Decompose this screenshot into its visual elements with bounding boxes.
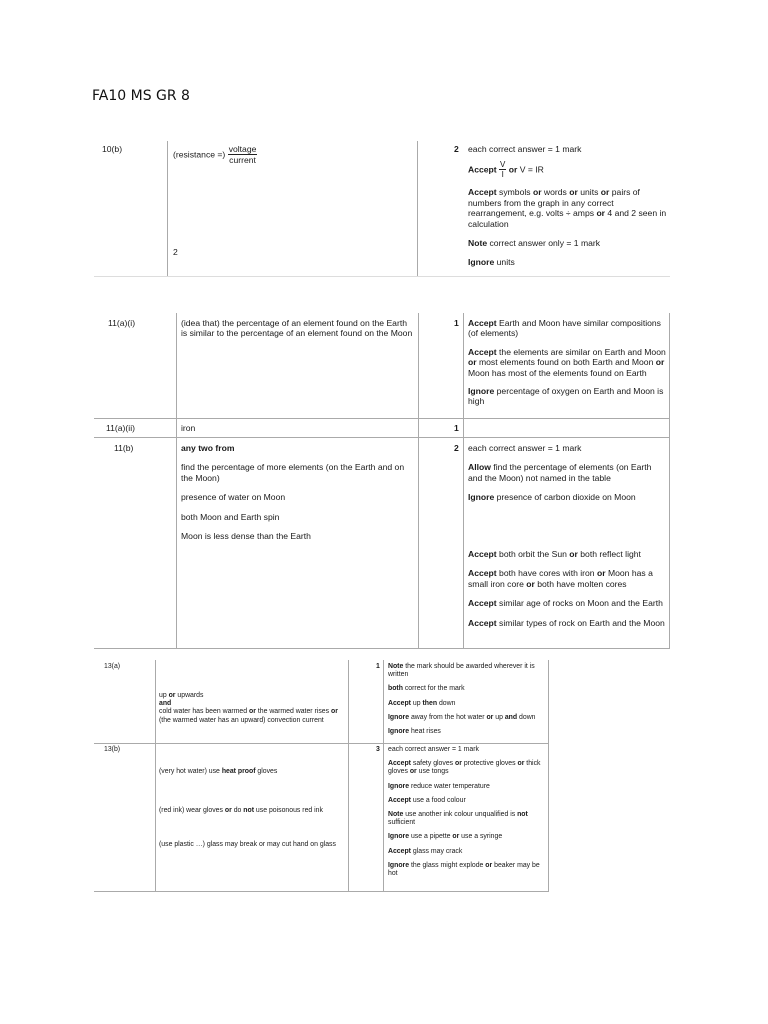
text-run: use a syringe — [459, 833, 503, 841]
bold-text: or — [517, 760, 525, 768]
bold-text: or — [224, 807, 232, 814]
text-run: words — [541, 187, 570, 198]
text-run — [468, 549, 666, 559]
text-run — [468, 618, 666, 628]
text-run — [468, 492, 666, 502]
q13a-guidance — [388, 663, 546, 736]
q11b-number: 11(b) — [114, 443, 134, 453]
q11aii-mark: 1 — [454, 423, 459, 433]
text-run: use a food colour — [410, 796, 466, 804]
text-run — [159, 692, 347, 700]
bold-text: or — [569, 549, 578, 559]
text-run: up — [410, 699, 423, 707]
guidance-accept — [468, 160, 668, 179]
bold-text: Accept — [388, 699, 411, 707]
text-run: use a pipette — [409, 833, 453, 841]
text-run: each correct answer = 1 mark — [468, 443, 582, 453]
text-run: 4 and 2 seen in calculation — [468, 208, 667, 229]
guidance-ignore — [468, 257, 668, 267]
text-run: gloves — [255, 768, 278, 775]
fraction-denominator: current — [229, 155, 256, 166]
accept-fraction — [499, 160, 506, 179]
list-item: both Moon and Earth spin — [181, 511, 280, 522]
q13a-mark: 1 — [376, 663, 380, 670]
bold-text: Ignore — [388, 833, 410, 841]
document-title: FA10 MS GR 8 — [92, 88, 190, 104]
text-run: heat rises — [409, 728, 441, 736]
text-run — [388, 728, 546, 736]
q13b-answer-2 — [159, 807, 347, 815]
bold-text: Ignore — [468, 386, 495, 397]
text-run: similar age of rocks on Moon and the Earth — [496, 598, 663, 609]
bold-text: Accept — [468, 617, 497, 628]
text-run: beaker may be hot — [388, 861, 540, 878]
q13b-guidance — [388, 746, 546, 878]
text-run — [388, 848, 546, 856]
text-run — [388, 700, 546, 708]
bold-text: then — [422, 699, 438, 707]
any-two-heading: any two from — [181, 443, 235, 453]
q11ai-number: 11(a)(i) — [108, 318, 136, 328]
q11ai-answer: (idea that) the percentage of an element found on the Earth is similar to the percentage of an element found on the Moon — [181, 318, 413, 339]
text-run: down — [517, 713, 536, 721]
text-run: (red ink) wear gloves — [159, 807, 225, 814]
text-run — [388, 783, 546, 791]
bold-text: or — [526, 578, 535, 589]
text-run — [159, 708, 347, 716]
bold-text: Accept — [468, 549, 497, 559]
guidance-line: each correct answer = 1 mark — [468, 144, 582, 154]
text-run: safety gloves — [410, 760, 456, 768]
text-run — [468, 568, 666, 589]
text-run — [388, 811, 546, 827]
text-run: both have cores with iron — [496, 568, 597, 579]
bold-text: heat proof — [221, 768, 256, 775]
q11ai-mark: 1 — [454, 318, 459, 328]
bold-text: Accept — [468, 318, 497, 328]
answer-prefix: (resistance =) — [173, 149, 226, 160]
bold-text: or — [468, 357, 477, 368]
text-run: use tongs — [416, 768, 449, 776]
bold-text: or — [600, 187, 610, 198]
text-run: reduce water temperature — [409, 782, 490, 790]
bold-text: both — [388, 685, 403, 693]
bold-text: Ignore — [388, 728, 410, 736]
accept-word: Accept — [468, 164, 497, 175]
bold-text: or — [655, 357, 665, 368]
text-run — [388, 862, 546, 878]
text-run — [181, 443, 415, 453]
bold-text: and — [504, 713, 518, 721]
text-run: Earth and Moon have similar compositions (of elements) — [468, 318, 661, 339]
bold-text: or — [168, 692, 176, 699]
bold-text: or — [249, 708, 256, 716]
or-word: or — [508, 164, 518, 175]
fraction-denominator: I — [499, 169, 506, 179]
bold-text: or — [596, 208, 606, 219]
text-run: presence of carbon dioxide on Moon — [494, 492, 636, 503]
text-run: cold water has been warmed — [159, 708, 250, 716]
text-run: correct for the mark — [402, 685, 465, 693]
fraction-numerator: V — [500, 160, 506, 170]
text-run — [388, 833, 546, 841]
bold-text: Allow — [468, 462, 491, 473]
q11b-mark: 2 — [454, 443, 459, 453]
bold-text: or — [455, 760, 462, 768]
text-run: symbols — [496, 187, 533, 198]
bold-text: Ignore — [468, 492, 495, 503]
q10b-mark: 2 — [454, 144, 459, 154]
bold-text: Note — [468, 238, 488, 249]
guidance-note — [468, 238, 668, 248]
text-run: both reflect light — [577, 549, 641, 559]
text-run: glass may crack — [410, 847, 463, 855]
text-run — [468, 598, 666, 608]
q11aii-answer: iron — [181, 423, 196, 433]
text-run: the glass might explode — [409, 861, 486, 869]
text-run — [468, 386, 666, 407]
guidance-accept-symbols — [468, 187, 668, 229]
q11b-answer — [181, 443, 415, 541]
text-run — [388, 685, 546, 693]
bold-text: or — [330, 708, 338, 716]
answer-fraction — [228, 144, 258, 166]
bold-text: or — [532, 187, 542, 198]
text-run: up — [159, 692, 169, 699]
text-run: most elements found on both Earth and Moon — [476, 357, 656, 368]
text-run — [468, 318, 666, 339]
bold-text: Accept — [468, 187, 497, 198]
q13a-answer — [159, 692, 347, 725]
text-run — [388, 797, 546, 805]
text-run: (the warmed water has an upward) convection current — [159, 716, 324, 724]
q10b-answer — [173, 144, 257, 166]
bold-text: or — [596, 568, 606, 579]
text-run: both have molten cores — [534, 578, 627, 589]
accept-rest: V = IR — [519, 164, 544, 175]
q11b-guidance-lower — [468, 549, 666, 628]
bold-text: Accept — [388, 796, 411, 804]
text-run: thick gloves — [388, 760, 541, 776]
text-run — [468, 347, 666, 378]
bold-text: Accept — [468, 568, 497, 579]
bold-text: Ignore — [388, 861, 410, 869]
q10b-guidance — [468, 144, 668, 268]
text-run: pairs of numbers from the graph in any correct rearrangement, e.g. volts ÷ amps — [468, 187, 640, 219]
text-run: similar types of rock on Earth and the Moon — [496, 617, 665, 628]
bold-text: or — [409, 768, 417, 776]
text-run: (very hot water) use — [159, 768, 222, 775]
q10b-number: 10(b) — [102, 144, 123, 154]
text-run — [388, 760, 546, 776]
text-run: use poisonous red ink — [254, 807, 323, 814]
bold-text: and — [159, 700, 172, 708]
text-run: the warmed water rises — [255, 708, 331, 716]
text-run: Moon has most of the elements found on Earth — [468, 367, 647, 378]
fraction-numerator: voltage — [228, 144, 257, 154]
text-run: correct answer only = 1 mark — [487, 238, 601, 249]
bold-text: or — [452, 833, 460, 841]
text-run: units — [494, 257, 515, 268]
q11b-guidance — [468, 443, 666, 503]
list-item: presence of water on Moon — [181, 492, 286, 503]
text-run — [159, 700, 347, 708]
bold-text: Accept — [388, 847, 411, 855]
text-run: find the percentage of elements (on Earth and the Moon) not named in the table — [468, 462, 652, 483]
bold-text: not — [243, 807, 254, 814]
q11ai-guidance — [468, 318, 666, 407]
text-run: percentage of oxygen on Earth and Moon is high — [468, 386, 664, 407]
text-run: Moon has a small iron core — [468, 568, 653, 589]
q11aii-number: 11(a)(ii) — [106, 423, 135, 433]
q13b-answer-1 — [159, 768, 347, 776]
bold-text: or — [486, 713, 494, 721]
q13b-answer-3: (use plastic …) glass may break or may cut hand on glass — [159, 841, 336, 848]
text-run: the elements are similar on Earth and Moon — [496, 346, 666, 357]
text-run: sufficient — [388, 819, 416, 827]
text-run: units — [577, 187, 601, 198]
text-run — [388, 663, 546, 679]
q13a-number: 13(a) — [104, 663, 121, 670]
text-run: up — [493, 713, 505, 721]
text-run: do — [231, 807, 244, 814]
bold-text: Ignore — [388, 713, 410, 721]
text-run — [468, 462, 666, 483]
text-run — [388, 714, 546, 722]
text-run: protective gloves — [461, 760, 518, 768]
text-run: the mark should be awarded wherever it is written — [388, 663, 535, 679]
q10b-answer-note: 2 — [173, 247, 178, 257]
bold-text: Ignore — [468, 257, 495, 268]
q13b-number: 13(b) — [104, 746, 121, 753]
bold-text: or — [569, 187, 578, 198]
bold-text: Accept — [468, 346, 497, 357]
text-run: away from the hot water — [409, 713, 487, 721]
text-run: use another ink colour unqualified is — [403, 811, 518, 819]
text-run: each correct answer = 1 mark — [388, 746, 479, 753]
bold-text: or — [485, 861, 493, 869]
list-item: find the percentage of more elements (on the Earth and on the Moon) — [181, 462, 405, 483]
text-run: down — [437, 699, 456, 707]
bold-text: Note — [388, 663, 404, 670]
text-run: both orbit the Sun — [496, 549, 570, 559]
text-run: upwards — [175, 692, 204, 699]
list-item: Moon is less dense than the Earth — [181, 531, 311, 542]
bold-text: Ignore — [388, 782, 410, 790]
bold-text: Accept — [468, 598, 497, 609]
bold-text: Accept — [388, 760, 411, 768]
q13b-mark: 3 — [376, 746, 380, 753]
bold-text: Note — [388, 811, 404, 819]
bold-text: not — [517, 811, 528, 819]
